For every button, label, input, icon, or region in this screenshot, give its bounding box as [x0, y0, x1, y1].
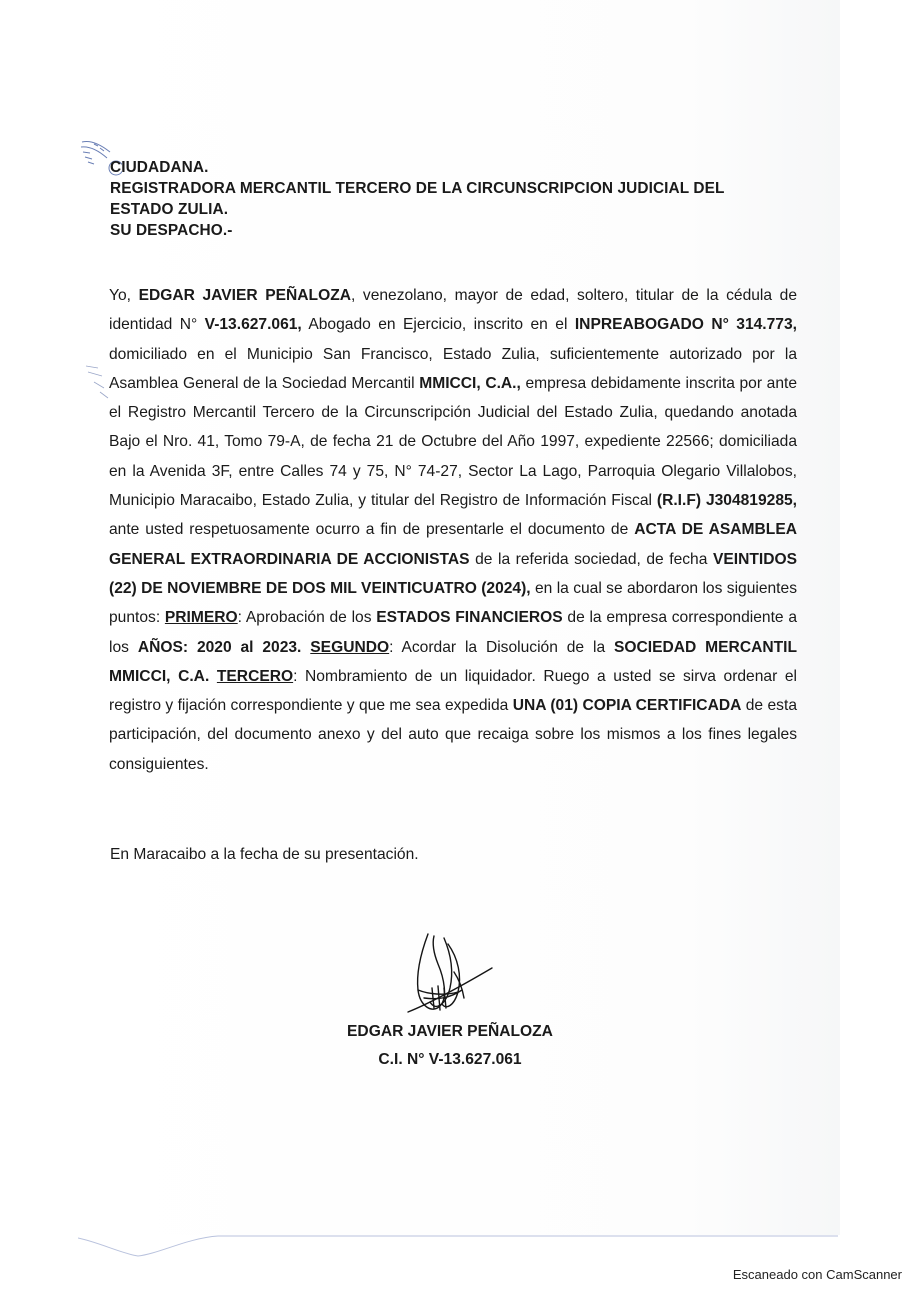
body-estados-bold: ESTADOS FINANCIEROS: [376, 609, 563, 627]
body-company-bold: MMICCI, C.A.,: [419, 374, 521, 392]
body-primero-label: PRIMERO: [164, 609, 238, 627]
body-inpre-bold: INPREABOGADO N° 314.773,: [574, 316, 797, 334]
body-text-segment: [301, 639, 310, 656]
body-id-bold: V-13.627.061,: [204, 316, 302, 334]
body-rif-bold: (R.I.F) J304819285,: [656, 492, 797, 510]
header-line-3: ESTADO ZULIA.: [110, 201, 229, 218]
body-date-bold: VEINTIDOS (22) DE NOVIEMBRE DE DOS MIL VEINTICUATRO (2024),: [109, 550, 797, 597]
body-acta-bold: ACTA DE ASAMBLEA GENERAL EXTRAORDINARIA DE ACCIONISTAS: [109, 521, 797, 568]
body-text-segment: en la cual se abordaron los siguientes puntos:: [109, 579, 797, 627]
body-text-segment: Yo,: [109, 287, 139, 304]
body-text-segment: ante usted respetuosamente ocurro a fin de presentarle el documento de: [109, 521, 635, 539]
body-text-segment: de esta participación, del documento anexo y del auto que recaiga sobre los mismos a los fines legales consiguientes.: [109, 697, 797, 773]
addressee-header: [110, 157, 810, 241]
header-line-4: SU DESPACHO.-: [110, 222, 233, 239]
closing-line: En Maracaibo a la fecha de su presentación.: [110, 846, 419, 863]
body-years-bold: 2020 al 2023.: [196, 638, 302, 656]
body-text-segment: [188, 639, 197, 656]
signatory-id: C.I. N° V-13.627.061: [378, 1051, 522, 1068]
letter-body: [109, 281, 797, 779]
body-text-segment: Abogado en Ejercicio, inscrito en el: [301, 316, 575, 334]
body-anos-bold: AÑOS:: [137, 638, 189, 656]
body-tercero-label: TERCERO: [216, 667, 294, 685]
body-text-segment: de la empresa correspondiente a los: [109, 609, 797, 656]
body-copia-bold: UNA (01) COPIA CERTIFICADA: [512, 697, 742, 715]
body-text-segment: : Nombramiento de un liquidador. Ruego a usted se sirva ordenar el registro y fijación correspondiente y que me sea expedida: [109, 667, 797, 715]
scanner-watermark: Escaneado con CamScanner: [732, 1267, 902, 1282]
body-text-segment: , venezolano, mayor de edad, soltero, titular de la cédula de identidad N°: [109, 287, 797, 334]
body-text-segment: empresa debidamente inscrita por ante el Registro Mercantil Tercero de la Circunscripción Judicial del Estado Zulia, quedando anotada Bajo el Nro. 41, Tomo 79-A, de fecha 21 de Octubre del Año 1997, expediente 22566; domiciliada en la Avenida 3F, entre Calles 74 y 75, N° 74-27, Sector La Lago, Parroquia Olegario Villalobos, Municipio Maracaibo, Estado Zulia, y titular del Registro de Información Fiscal: [109, 374, 798, 510]
body-segundo-label: SEGUNDO: [310, 638, 390, 656]
body-text-segment: de la referida sociedad, de fecha: [469, 550, 713, 568]
body-sociedad-bold: SOCIEDAD MERCANTIL MMICCI, C.A.: [109, 638, 797, 685]
body-text-segment: : Aprobación de los: [237, 609, 377, 627]
body-text-segment: domiciliado en el Municipio San Francisco, Estado Zulia, suficientemente autorizado por la Asamblea General de la Sociedad Mercantil: [109, 345, 797, 392]
body-text-segment: [209, 668, 217, 685]
body-name-bold: EDGAR JAVIER PEÑALOZA: [138, 287, 351, 304]
header-line-1: CIUDADANA.: [110, 159, 209, 176]
signatory-name: EDGAR JAVIER PEÑALOZA: [347, 1023, 553, 1040]
header-line-2: REGISTRADORA MERCANTIL TERCERO DE LA CIRCUNSCRIPCION JUDICIAL DEL: [110, 180, 725, 197]
body-text-segment: : Acordar la Disolución de la: [389, 638, 614, 656]
